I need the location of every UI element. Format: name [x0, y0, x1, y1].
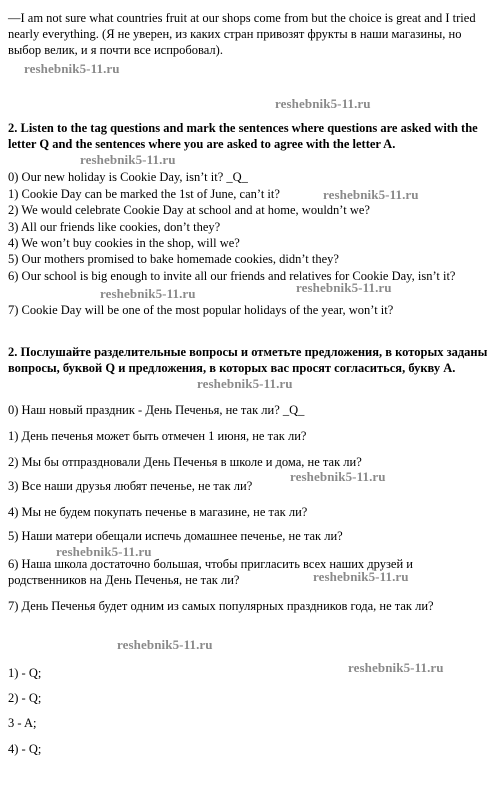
ru-item-4: 4) Мы не будем покупать печенье в магазине, не так ли?	[8, 505, 308, 519]
watermark: reshebnik5-11.ru	[313, 569, 409, 584]
en-item-5: 5) Our mothers promised to bake homemade cookies, didn’t they?	[8, 252, 339, 266]
watermark: reshebnik5-11.ru	[100, 286, 196, 301]
ru-heading: 2. Послушайте разделительные вопросы и отметьте предложения, в которых заданы вопросы, буквой Q и предложения, в которых вас просят согласиться, букву A.	[8, 345, 488, 375]
intro-paragraph: —I am not sure what countries fruit at our shops come from but the choice is great and I tried nearly everything. (Я не уверен, из каких стран привозят фрукты в наши магазины, но выбор велик, и я почти все испробовал).	[8, 11, 476, 57]
en-heading: 2. Listen to the tag questions and mark the sentences where questions are asked with the letter Q and the sentences where you are asked to agree with the letter A.	[8, 121, 478, 151]
watermark: reshebnik5-11.ru	[323, 187, 419, 202]
en-item-4: 4) We won’t buy cookies in the shop, will we?	[8, 236, 240, 250]
watermark: reshebnik5-11.ru	[290, 469, 386, 484]
watermark: reshebnik5-11.ru	[56, 544, 152, 559]
en-item-6: 6) Our school is big enough to invite all our friends and relatives for Cookie Day, isn’t it?	[8, 269, 456, 283]
ru-item-7: 7) День Печенья будет одним из самых популярных праздников года, не так ли?	[8, 599, 434, 613]
watermark: reshebnik5-11.ru	[197, 376, 293, 391]
watermark: reshebnik5-11.ru	[275, 96, 371, 111]
answer-1: 1) - Q;	[8, 666, 42, 680]
en-item-1: 1) Cookie Day can be marked the 1st of June, can’t it?	[8, 187, 280, 201]
ru-item-2: 2) Мы бы отпраздновали День Печенья в школе и дома, не так ли?	[8, 455, 362, 469]
ru-item-5: 5) Наши матери обещали испечь домашнее печенье, не так ли?	[8, 529, 343, 543]
ru-item-3: 3) Все наши друзья любят печенье, не так ли?	[8, 479, 253, 493]
ru-item-0: 0) Наш новый праздник - День Печенья, не так ли? _Q_	[8, 403, 305, 417]
watermark: reshebnik5-11.ru	[80, 152, 176, 167]
en-item-7: 7) Cookie Day will be one of the most popular holidays of the year, won’t it?	[8, 303, 394, 317]
en-item-2: 2) We would celebrate Cookie Day at school and at home, wouldn’t we?	[8, 203, 370, 217]
answer-4: 4) - Q;	[8, 742, 42, 756]
answer-2: 2) - Q;	[8, 691, 42, 705]
answer-3: 3 - A;	[8, 716, 37, 730]
ru-item-1: 1) День печенья может быть отмечен 1 июня, не так ли?	[8, 429, 307, 443]
en-item-3: 3) All our friends like cookies, don’t they?	[8, 220, 221, 234]
watermark: reshebnik5-11.ru	[296, 280, 392, 295]
watermark: reshebnik5-11.ru	[24, 61, 120, 76]
watermark: reshebnik5-11.ru	[348, 660, 444, 675]
watermark: reshebnik5-11.ru	[117, 637, 213, 652]
en-item-0: 0) Our new holiday is Cookie Day, isn’t it? _Q_	[8, 170, 248, 184]
ru-item-6: 6) Наша школа достаточно большая, чтобы пригласить всех наших друзей и родственников на День Печенья, не так ли?	[8, 557, 413, 587]
